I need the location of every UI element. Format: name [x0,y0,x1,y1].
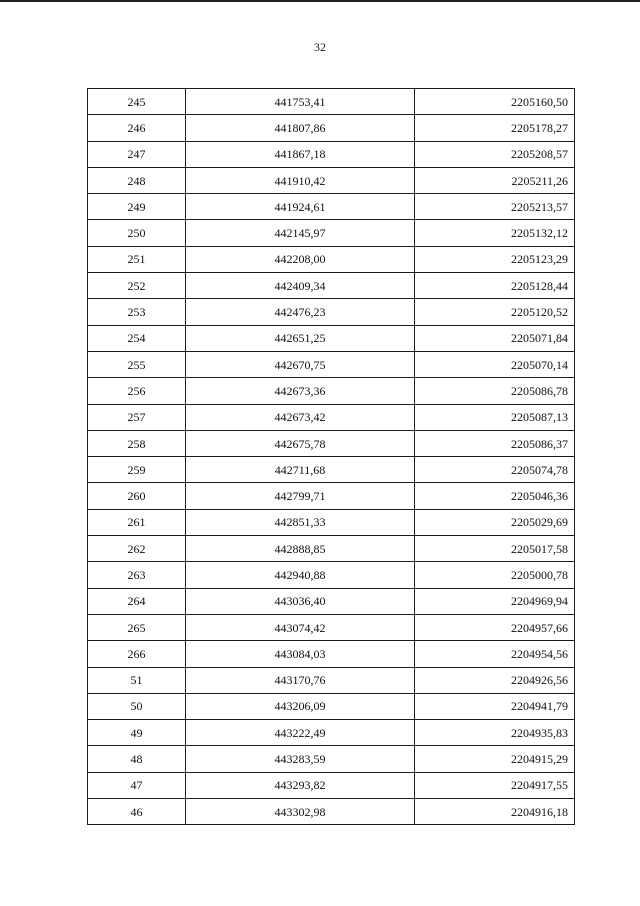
y-coordinate-cell: 2205178,27 [415,115,575,141]
table-row [88,167,575,193]
point-number-cell: 49 [88,720,186,746]
x-coordinate-cell: 443074,42 [186,614,415,640]
table-row [88,246,575,272]
point-number-cell: 261 [88,509,186,535]
x-coordinate-cell: 442651,25 [186,325,415,351]
point-number-cell: 259 [88,457,186,483]
point-number-cell: 247 [88,141,186,167]
y-coordinate-cell: 2205086,78 [415,378,575,404]
table-row [88,378,575,404]
y-coordinate-cell: 2204957,66 [415,614,575,640]
x-coordinate-cell: 441924,61 [186,194,415,220]
x-coordinate-cell: 443283,59 [186,746,415,772]
x-coordinate-cell: 443206,09 [186,693,415,719]
y-coordinate-cell: 2205070,14 [415,351,575,377]
point-number-cell: 250 [88,220,186,246]
y-coordinate-cell: 2205087,13 [415,404,575,430]
table-row [88,562,575,588]
table-row [88,799,575,825]
x-coordinate-cell: 441867,18 [186,141,415,167]
table-row [88,430,575,456]
x-coordinate-cell: 441753,41 [186,89,415,115]
y-coordinate-cell: 2205211,26 [415,167,575,193]
x-coordinate-cell: 443170,76 [186,667,415,693]
x-coordinate-cell: 442799,71 [186,483,415,509]
table-row [88,220,575,246]
table-row [88,115,575,141]
y-coordinate-cell: 2205046,36 [415,483,575,509]
point-number-cell: 256 [88,378,186,404]
page-number: 32 [314,40,326,54]
table-row [88,299,575,325]
point-number-cell: 257 [88,404,186,430]
x-coordinate-cell: 442673,42 [186,404,415,430]
y-coordinate-cell: 2205074,78 [415,457,575,483]
x-coordinate-cell: 442670,75 [186,351,415,377]
x-coordinate-cell: 441807,86 [186,115,415,141]
point-number-cell: 255 [88,351,186,377]
x-coordinate-cell: 442675,78 [186,430,415,456]
x-coordinate-cell: 441910,42 [186,167,415,193]
x-coordinate-cell: 442940,88 [186,562,415,588]
x-coordinate-cell: 443222,49 [186,720,415,746]
page-top-edge [0,0,640,2]
point-number-cell: 48 [88,746,186,772]
y-coordinate-cell: 2204935,83 [415,720,575,746]
y-coordinate-cell: 2204916,18 [415,799,575,825]
y-coordinate-cell: 2205123,29 [415,246,575,272]
point-number-cell: 251 [88,246,186,272]
y-coordinate-cell: 2205213,57 [415,194,575,220]
table-row [88,351,575,377]
y-coordinate-cell: 2205208,57 [415,141,575,167]
y-coordinate-cell: 2205000,78 [415,562,575,588]
y-coordinate-cell: 2205128,44 [415,273,575,299]
x-coordinate-cell: 442851,33 [186,509,415,535]
x-coordinate-cell: 443293,82 [186,772,415,798]
point-number-cell: 249 [88,194,186,220]
x-coordinate-cell: 443084,03 [186,641,415,667]
point-number-cell: 50 [88,693,186,719]
table-row [88,141,575,167]
point-number-cell: 253 [88,299,186,325]
y-coordinate-cell: 2205071,84 [415,325,575,351]
y-coordinate-cell: 2205029,69 [415,509,575,535]
x-coordinate-cell: 442145,97 [186,220,415,246]
point-number-cell: 47 [88,772,186,798]
point-number-cell: 258 [88,430,186,456]
table-row [88,457,575,483]
table-row [88,693,575,719]
x-coordinate-cell: 442476,23 [186,299,415,325]
point-number-cell: 254 [88,325,186,351]
table-row [88,89,575,115]
point-number-cell: 263 [88,562,186,588]
table-row [88,614,575,640]
point-number-cell: 264 [88,588,186,614]
coordinates-table-body [88,89,575,825]
x-coordinate-cell: 442888,85 [186,536,415,562]
x-coordinate-cell: 443302,98 [186,799,415,825]
y-coordinate-cell: 2204954,56 [415,641,575,667]
point-number-cell: 248 [88,167,186,193]
x-coordinate-cell: 442711,68 [186,457,415,483]
y-coordinate-cell: 2204915,29 [415,746,575,772]
point-number-cell: 51 [88,667,186,693]
table-row [88,720,575,746]
x-coordinate-cell: 442208,00 [186,246,415,272]
table-row [88,588,575,614]
y-coordinate-cell: 2205132,12 [415,220,575,246]
table-row [88,325,575,351]
table-row [88,772,575,798]
y-coordinate-cell: 2205120,52 [415,299,575,325]
x-coordinate-cell: 442673,36 [186,378,415,404]
table-row [88,641,575,667]
point-number-cell: 245 [88,89,186,115]
point-number-cell: 246 [88,115,186,141]
y-coordinate-cell: 2205086,37 [415,430,575,456]
y-coordinate-cell: 2204917,55 [415,772,575,798]
y-coordinate-cell: 2205017,58 [415,536,575,562]
table-row [88,404,575,430]
point-number-cell: 265 [88,614,186,640]
point-number-cell: 266 [88,641,186,667]
y-coordinate-cell: 2204969,94 [415,588,575,614]
table-row [88,509,575,535]
point-number-cell: 46 [88,799,186,825]
x-coordinate-cell: 442409,34 [186,273,415,299]
y-coordinate-cell: 2204926,56 [415,667,575,693]
point-number-cell: 262 [88,536,186,562]
x-coordinate-cell: 443036,40 [186,588,415,614]
point-number-cell: 252 [88,273,186,299]
table-row [88,746,575,772]
table-row [88,273,575,299]
table-row [88,667,575,693]
table-row [88,194,575,220]
table-row [88,536,575,562]
y-coordinate-cell: 2204941,79 [415,693,575,719]
table-row [88,483,575,509]
y-coordinate-cell: 2205160,50 [415,89,575,115]
coordinates-table [87,88,575,825]
point-number-cell: 260 [88,483,186,509]
